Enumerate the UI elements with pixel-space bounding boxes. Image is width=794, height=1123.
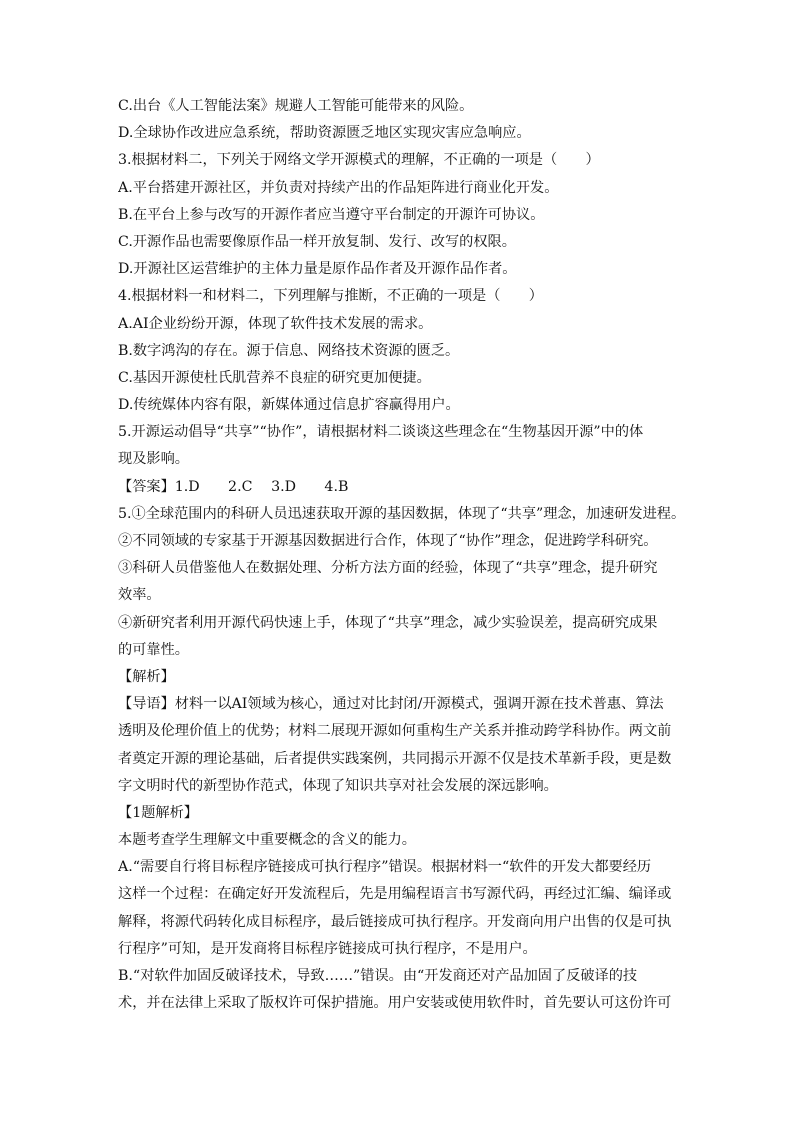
answer-5-point-3: ③科研人员借鉴他人在数据处理、分析方法方面的经验，体现了“共享”理念，提升研究 [118, 560, 658, 577]
answer-key: 【答案】1.D 2.C 3.D 4.B [118, 478, 349, 495]
q1-analysis-line-5: 行程序”可知，是开发商将目标程序链接成可执行程序，不是用户。 [118, 940, 537, 957]
question-4-option-d: D.传统媒体内容有限，新媒体通过信息扩容赢得用户。 [118, 397, 460, 414]
q1-analysis-line-1: 本题考查学生理解文中重要概念的含义的能力。 [118, 832, 416, 849]
answer-5-point-4: ④新研究者利用开源代码快速上手，体现了“共享”理念，减少实验误差，提高研究成果 [118, 614, 658, 631]
q1-analysis-line-3: 这样一个过程：在确定好开发流程后，先是用编程语言书写源代码，再经过汇编、编译或 [118, 886, 672, 903]
question-4-option-c: C.基因开源使杜氏肌营养不良症的研究更加便捷。 [118, 369, 431, 386]
intro-paragraph-line-3: 者奠定开源的理论基础，后者提供实践案例，共同揭示开源不仅是技术革新手段，更是数 [118, 750, 672, 767]
analysis-heading: 【解析】 [118, 668, 175, 685]
q1-analysis-heading: 【1题解析】 [118, 804, 198, 821]
answer-5-point-4-cont: 的可靠性。 [118, 641, 189, 658]
question-5-stem: 5.开源运动倡导“共享”“协作”，请根据材料二谈谈这些理念在“生物基因开源”中的体 [118, 424, 644, 441]
answer-5-point-1: 5.①全球范围内的科研人员迅速获取开源的基因数据，体现了“共享”理念，加速研发进程。 [118, 505, 686, 522]
question-4-option-a: A.AI企业纷纷开源，体现了软件技术发展的需求。 [118, 315, 433, 332]
text-line-2: D.全球协作改进应急系统，帮助资源匮乏地区实现灾害应急响应。 [118, 125, 531, 142]
question-5-stem-cont: 现及影响。 [118, 451, 189, 468]
question-3-option-c: C.开源作品也需要像原作品一样开放复制、发行、改写的权限。 [118, 233, 516, 250]
intro-paragraph-line-1: 【导语】材料一以AI领域为核心，通过对比封闭/开源模式，强调开源在技术普惠、算法 [118, 696, 664, 713]
q1-analysis-line-7: 术，并在法律上采取了版权许可保护措施。用户安装或使用软件时，首先要认可这份许可 [118, 995, 672, 1012]
intro-paragraph-line-2: 透明及伦理价值上的优势；材料二展现开源如何重构生产关系并推动跨学科协作。两文前 [118, 723, 672, 740]
question-4-option-b: B.数字鸿沟的存在。源于信息、网络技术资源的匮乏。 [118, 342, 460, 359]
question-3-stem: 3.根据材料二，下列关于网络文学开源模式的理解，不正确的一项是（ ） [118, 152, 600, 169]
question-3-option-d: D.开源社区运营维护的主体力量是原作品作者及开源作品作者。 [118, 261, 517, 278]
intro-paragraph-line-4: 字文明时代的新型协作范式，体现了知识共享对社会发展的深远影响。 [118, 777, 558, 794]
document-page [118, 93, 688, 1017]
answer-5-point-3-cont: 效率。 [118, 587, 161, 604]
q1-analysis-line-2: A.“需要自行将目标程序链接成可执行程序”错误。根据材料一“软件的开发大都要经历 [118, 859, 652, 876]
q1-analysis-line-4: 解释，将源代码转化成目标程序，最后链接成可执行程序。开发商向用户出售的仅是可执 [118, 913, 672, 930]
answer-5-point-2: ②不同领域的专家基于开源基因数据进行合作，体现了“协作”理念，促进跨学科研究。 [118, 533, 658, 549]
question-3-option-a: A.平台搭建开源社区，并负责对持续产出的作品矩阵进行商业化开发。 [118, 179, 559, 196]
q1-analysis-line-6: B.“对软件加固反破译技术，导致……”错误。由“开发商还对产品加固了反破译的技 [118, 968, 638, 984]
text-line-1: C.出台《人工智能法案》规避人工智能可能带来的风险。 [118, 98, 474, 114]
question-4-stem: 4.根据材料一和材料二，下列理解与推断，不正确的一项是（ ） [118, 288, 543, 305]
question-3-option-b: B.在平台上参与改写的开源作者应当遵守平台制定的开源许可协议。 [118, 206, 545, 223]
